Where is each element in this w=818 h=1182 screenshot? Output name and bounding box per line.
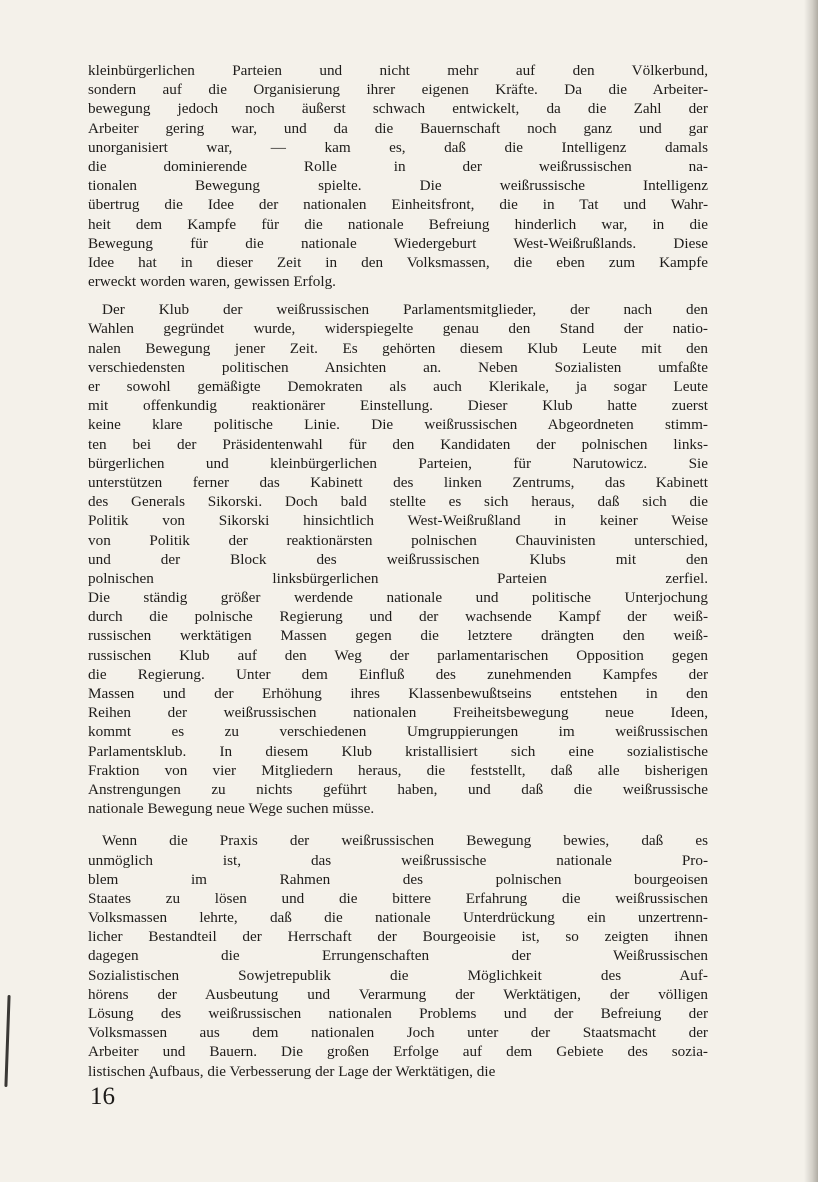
text-line: Anstrengungen zu nichts geführt haben, und daß die weißrussische [88, 780, 708, 798]
text-line: Die ständig größer werdende nationale und politische Unterjochung [88, 589, 708, 607]
text-line: Massen und der Erhöhung ihres Klassenbewußtseins entstehen in den [88, 685, 708, 702]
text-line: die dominierende Rolle in der weißrussischen na- [88, 157, 708, 175]
text-line: mit offenkundig reaktionärer Einstellung. Dieser Klub hatte zuerst [88, 397, 708, 415]
text-line: dagegen die Errungenschaften der Weißrussischen [88, 947, 708, 965]
text-line: Volksmassen lehrte, daß die nationale Unterdrückung ein unzertrenn- [88, 909, 708, 927]
text-line: Wenn die Praxis der weißrussischen Bewegung bewies, daß es [102, 832, 708, 850]
text-line: unorganisiert war, — kam es, daß die Intelligenz damals [88, 138, 708, 156]
text-line: Staates zu lösen und die bittere Erfahrung die weißrussischen [88, 889, 708, 907]
text-line: bürgerlichen und kleinbürgerlichen Parteien, für Narutowicz. Sie [88, 454, 708, 472]
text-line: Arbeiter gering war, und da die Bauernschaft noch ganz und gar [88, 119, 708, 137]
text-line: russischen Klub auf den Weg der parlamentarischen Opposition gegen [88, 646, 708, 664]
text-line: hörens der Ausbeutung und Verarmung der Werktätigen, der völligen [88, 985, 708, 1003]
text-line: Politik von Sikorski hinsichtlich West-Weißrußland in keiner Weise [88, 512, 708, 530]
text-line: des Generals Sikorski. Doch bald stellte es sich heraus, daß sich die [88, 493, 708, 511]
text-line: unterstützen ferner das Kabinett des linken Zentrums, das Kabinett [88, 473, 708, 491]
text-line: Volksmassen aus dem nationalen Joch unter der Staatsmacht der [88, 1024, 708, 1042]
text-line: kleinbürgerlichen Parteien und nicht mehr auf den Völkerbund, [88, 62, 708, 79]
text-line: nalen Bewegung jener Zeit. Es gehörten diesem Klub Leute mit den [88, 339, 708, 357]
text-line: sondern auf die Organisierung ihrer eigenen Kräfte. Da die Arbeiter- [88, 81, 708, 99]
paragraph-gap [88, 291, 708, 300]
page-edge-shadow [804, 0, 818, 1182]
text-line: Der Klub der weißrussischen Parlamentsmitglieder, der nach den [102, 301, 708, 319]
text-line: ten bei der Präsidentenwahl für den Kandidaten der polnischen links- [88, 435, 708, 453]
text-line: polnischen linksbürgerlichen Parteien zerfiel. [88, 569, 708, 587]
text-line: von Politik der reaktionärsten polnischen Chauvinisten unterschied, [88, 531, 708, 549]
text-line: unmöglich ist, das weißrussische nationale Pro- [88, 851, 708, 869]
text-line: Wahlen gegründet wurde, widerspiegelte genau den Stand der natio- [88, 320, 708, 338]
text-line: erweckt worden waren, gewissen Erfolg. [88, 273, 336, 291]
text-line: licher Bestandteil der Herrschaft der Bourgeoisie ist, so zeigten ihnen [88, 928, 708, 946]
text-line: und der Block des weißrussischen Klubs mit den [88, 550, 708, 568]
text-line: kommt es zu verschiedenen Umgruppierungen im weißrussischen [88, 723, 708, 741]
text-line: Sozialistischen Sowjetrepublik die Möglichkeit des Auf- [88, 966, 708, 984]
paragraph-gap [88, 818, 708, 831]
text-line: Bewegung für die nationale Wiedergeburt West-Weißrußlands. Diese [88, 234, 708, 252]
text-line: Lösung des weißrussischen nationalen Problems und der Befreiung der [88, 1005, 708, 1022]
paragraph-3 [88, 831, 708, 1080]
text-line: die Regierung. Unter dem Einfluß des zunehmenden Kampfes der [88, 665, 708, 683]
text-line: verschiedensten politischen Ansichten an. Neben Sozialisten umfaßte [88, 358, 708, 376]
text-line: durch die polnische Regierung und der wachsende Kampf der weiß- [88, 608, 708, 626]
text-line: Reihen der weißrussischen nationalen Freiheitsbewegung neue Ideen, [88, 704, 708, 722]
text-line: russischen werktätigen Massen gegen die letztere drängten den weiß- [88, 627, 708, 645]
text-line: listischen Aufbaus, die Verbesserung der Lage der Werktätigen, die [88, 1062, 496, 1080]
paragraph-2 [88, 300, 708, 818]
text-line: heit dem Kampfe für die nationale Befreiung hinderlich war, in die [88, 215, 708, 233]
text-line: Arbeiter und Bauern. Die großen Erfolge auf dem Gebiete des sozia- [88, 1043, 708, 1061]
text-line: er sowohl gemäßigte Demokraten als auch Klerikale, ja sogar Leute [88, 378, 708, 395]
text-line: Fraktion von vier Mitgliedern heraus, die feststellt, daß alle bisherigen [88, 761, 708, 779]
text-line: übertrug die Idee der nationalen Einheitsfront, die in Tat und Wahr- [88, 196, 708, 214]
text-line: Parlamentsklub. In diesem Klub kristallisiert sich eine sozialistische [88, 742, 708, 760]
text-line: Idee hat in dieser Zeit in den Volksmassen, die eben zum Kampfe [88, 253, 708, 271]
page-number: 16 [90, 1083, 115, 1110]
text-line: blem im Rahmen des polnischen bourgeoisen [88, 870, 708, 888]
text-line: tionalen Bewegung spielte. Die weißrussische Intelligenz [88, 177, 708, 195]
text-line: bewegung jedoch noch äußerst schwach entwickelt, da die Zahl der [88, 100, 708, 118]
body-text [88, 61, 708, 1081]
paragraph-1 [88, 61, 708, 291]
text-line: keine klare politische Linie. Die weißrussischen Abgeordneten stimm- [88, 416, 708, 434]
margin-pencil-mark [4, 995, 10, 1087]
text-line: nationale Bewegung neue Wege suchen müsse. [88, 800, 375, 818]
